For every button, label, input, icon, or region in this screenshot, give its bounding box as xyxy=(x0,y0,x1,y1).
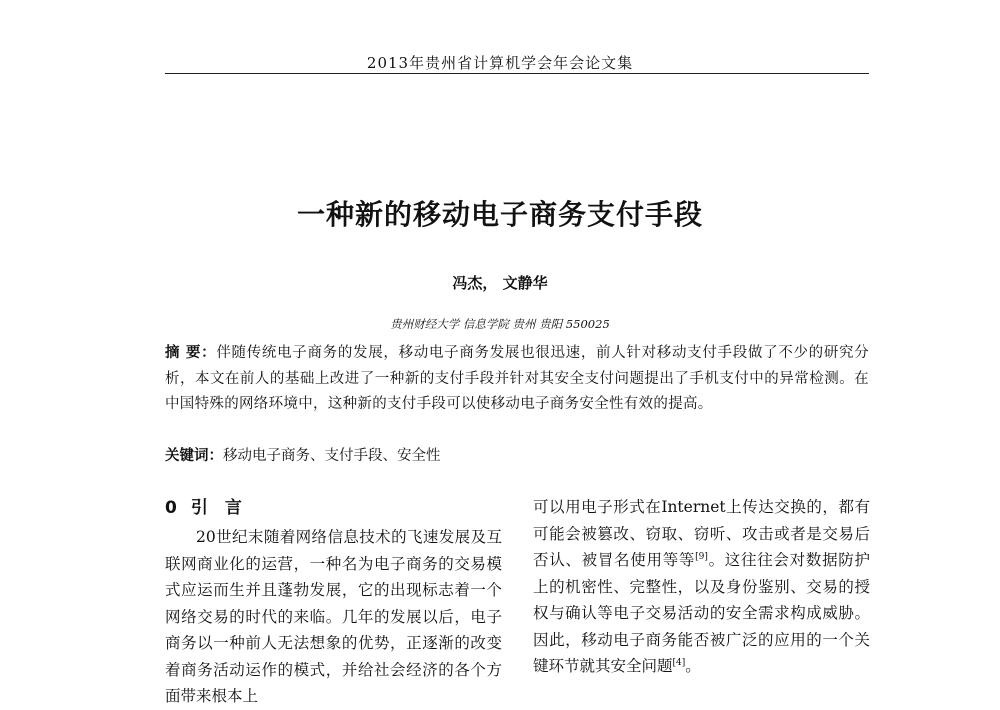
paper-authors: 冯杰， 文静华 xyxy=(452,274,548,292)
body-paragraph-right xyxy=(533,494,870,680)
body-text-right-c: 。 xyxy=(685,657,701,675)
body-column-right xyxy=(533,494,870,680)
running-header: 2013年贵州省计算机学会年会论文集 xyxy=(366,54,634,72)
keywords xyxy=(165,444,869,469)
body-text-right-b: 。这往往会对数据防护上的机密性、完整性，以及身份鉴别、交易的授权与确认等电子交易活动的安全需求构成威胁。因此，移动电子商务能否被广泛的应用的一个关键环节就其安全问题 xyxy=(533,551,870,675)
abstract xyxy=(165,341,869,418)
abstract-label: 摘 要： xyxy=(165,345,217,361)
body-column-left xyxy=(165,494,502,710)
citation-ref: [9] xyxy=(695,551,708,562)
keywords-text: 移动电子商务、支付手段、安全性 xyxy=(223,448,441,464)
body-text-right-a: 可以用电子形式在Internet上传达交换的，都有可能会被篡改、窃取、窃听、攻击或者是交易后否认、被冒名使用等等 xyxy=(533,498,870,569)
body-paragraph-left: 20世纪末随着网络信息技术的飞速发展及互联网商业化的运营，一种名为电子商务的交易模式应运而生并且蓬勃发展，它的出现标志着一个网络交易的时代的来临。几年的发展以后，电子商务以一种前人无法想象的优势，正逐渐的改变着商务活动运作的模式，并给社会经济的各个方面带来根本上 xyxy=(165,528,502,705)
keywords-label: 关键词： xyxy=(165,448,223,464)
citation-ref: [4] xyxy=(672,657,686,668)
section-title: 引 言 xyxy=(190,498,242,518)
paper-affiliation: 贵州财经大学 信息学院 贵州 贵阳 550025 xyxy=(390,317,610,331)
header-rule xyxy=(165,73,869,74)
abstract-text: 伴随传统电子商务的发展，移动电子商务发展也很迅速，前人针对移动支付手段做了不少的研究分析，本文在前人的基础上改进了一种新的支付手段并针对其安全支付问题提出了手机支付中的异常检测。在中国特殊的网络环境中，这种新的支付手段可以使移动电子商务安全性有效的提高。 xyxy=(165,345,870,412)
paper-title: 一种新的移动电子商务支付手段 xyxy=(296,198,703,231)
section-number: 0 xyxy=(165,498,177,518)
section-heading xyxy=(165,494,502,522)
